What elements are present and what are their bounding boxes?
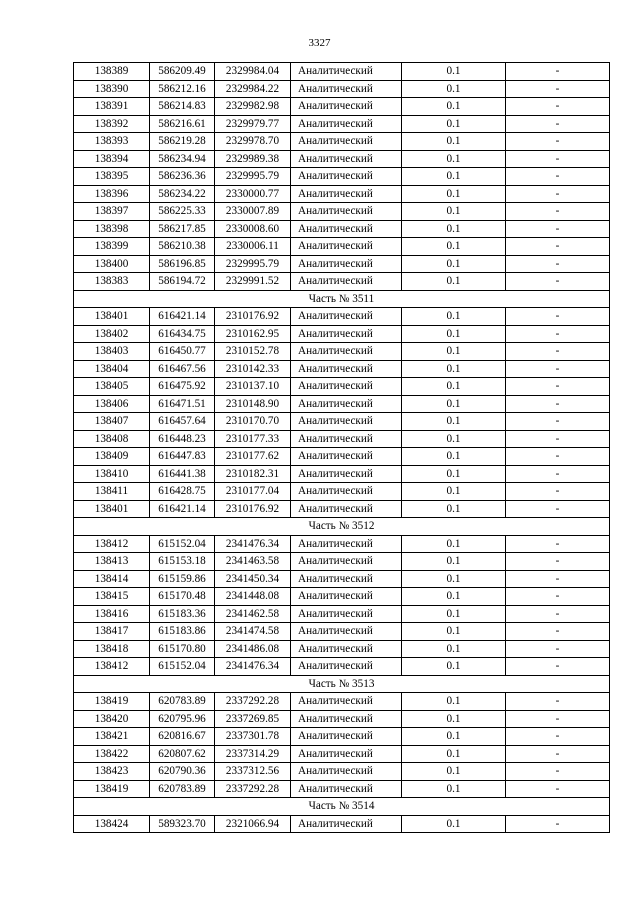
table-row <box>74 640 610 658</box>
x-coordinate-cell: 586234.22 <box>150 185 215 203</box>
section-title: Часть № 3514 <box>74 798 610 816</box>
method-cell: Аналитический <box>291 378 402 396</box>
table-row <box>74 588 610 606</box>
method-cell: Аналитический <box>291 133 402 151</box>
point-number-cell: 138407 <box>74 413 150 431</box>
y-coordinate-cell: 2310152.78 <box>215 343 291 361</box>
x-coordinate-cell: 586236.36 <box>150 168 215 186</box>
point-number-cell: 138416 <box>74 605 150 623</box>
table-row <box>74 728 610 746</box>
accuracy-cell: 0.1 <box>402 273 506 291</box>
y-coordinate-cell: 2329991.52 <box>215 273 291 291</box>
method-cell: Аналитический <box>291 623 402 641</box>
table-row <box>74 658 610 676</box>
table-row <box>74 80 610 98</box>
y-coordinate-cell: 2310162.95 <box>215 325 291 343</box>
point-number-cell: 138404 <box>74 360 150 378</box>
accuracy-cell: 0.1 <box>402 693 506 711</box>
method-cell: Аналитический <box>291 115 402 133</box>
y-coordinate-cell: 2310177.04 <box>215 483 291 501</box>
y-coordinate-cell: 2310177.33 <box>215 430 291 448</box>
accuracy-cell: 0.1 <box>402 80 506 98</box>
section-header-row <box>74 290 610 308</box>
table-row <box>74 553 610 571</box>
y-coordinate-cell: 2330007.89 <box>215 203 291 221</box>
note-cell: - <box>506 763 610 781</box>
point-number-cell: 138391 <box>74 98 150 116</box>
accuracy-cell: 0.1 <box>402 605 506 623</box>
y-coordinate-cell: 2329995.79 <box>215 255 291 273</box>
section-title: Часть № 3513 <box>74 675 610 693</box>
accuracy-cell: 0.1 <box>402 63 506 81</box>
method-cell: Аналитический <box>291 63 402 81</box>
table-row <box>74 693 610 711</box>
y-coordinate-cell: 2310177.62 <box>215 448 291 466</box>
table-row <box>74 115 610 133</box>
accuracy-cell: 0.1 <box>402 238 506 256</box>
x-coordinate-cell: 616434.75 <box>150 325 215 343</box>
x-coordinate-cell: 586196.85 <box>150 255 215 273</box>
point-number-cell: 138394 <box>74 150 150 168</box>
y-coordinate-cell: 2329979.77 <box>215 115 291 133</box>
note-cell: - <box>506 80 610 98</box>
table-row <box>74 63 610 81</box>
point-number-cell: 138392 <box>74 115 150 133</box>
section-title: Часть № 3512 <box>74 518 610 536</box>
point-number-cell: 138409 <box>74 448 150 466</box>
table-row <box>74 308 610 326</box>
table-row <box>74 570 610 588</box>
y-coordinate-cell: 2337292.28 <box>215 780 291 798</box>
x-coordinate-cell: 586194.72 <box>150 273 215 291</box>
accuracy-cell: 0.1 <box>402 378 506 396</box>
accuracy-cell: 0.1 <box>402 448 506 466</box>
point-number-cell: 138412 <box>74 535 150 553</box>
note-cell: - <box>506 360 610 378</box>
point-number-cell: 138410 <box>74 465 150 483</box>
table-row <box>74 605 610 623</box>
table-row <box>74 430 610 448</box>
point-number-cell: 138424 <box>74 815 150 833</box>
x-coordinate-cell: 586212.16 <box>150 80 215 98</box>
point-number-cell: 138420 <box>74 710 150 728</box>
x-coordinate-cell: 616421.14 <box>150 500 215 518</box>
point-number-cell: 138403 <box>74 343 150 361</box>
point-number-cell: 138398 <box>74 220 150 238</box>
note-cell: - <box>506 430 610 448</box>
accuracy-cell: 0.1 <box>402 133 506 151</box>
note-cell: - <box>506 343 610 361</box>
x-coordinate-cell: 620790.36 <box>150 763 215 781</box>
x-coordinate-cell: 616475.92 <box>150 378 215 396</box>
note-cell: - <box>506 220 610 238</box>
point-number-cell: 138397 <box>74 203 150 221</box>
table-row <box>74 378 610 396</box>
x-coordinate-cell: 615170.48 <box>150 588 215 606</box>
y-coordinate-cell: 2337314.29 <box>215 745 291 763</box>
y-coordinate-cell: 2341462.58 <box>215 605 291 623</box>
y-coordinate-cell: 2310170.70 <box>215 413 291 431</box>
section-header-row <box>74 798 610 816</box>
point-number-cell: 138419 <box>74 693 150 711</box>
table-row <box>74 360 610 378</box>
y-coordinate-cell: 2341476.34 <box>215 658 291 676</box>
point-number-cell: 138419 <box>74 780 150 798</box>
table-row <box>74 220 610 238</box>
accuracy-cell: 0.1 <box>402 728 506 746</box>
method-cell: Аналитический <box>291 203 402 221</box>
page-number: 3327 <box>308 37 331 49</box>
table-row <box>74 500 610 518</box>
accuracy-cell: 0.1 <box>402 745 506 763</box>
note-cell: - <box>506 483 610 501</box>
note-cell: - <box>506 465 610 483</box>
point-number-cell: 138395 <box>74 168 150 186</box>
x-coordinate-cell: 586209.49 <box>150 63 215 81</box>
point-number-cell: 138399 <box>74 238 150 256</box>
x-coordinate-cell: 620795.96 <box>150 710 215 728</box>
note-cell: - <box>506 203 610 221</box>
x-coordinate-cell: 586214.83 <box>150 98 215 116</box>
point-number-cell: 138422 <box>74 745 150 763</box>
accuracy-cell: 0.1 <box>402 220 506 238</box>
y-coordinate-cell: 2329984.22 <box>215 80 291 98</box>
note-cell: - <box>506 133 610 151</box>
note-cell: - <box>506 378 610 396</box>
y-coordinate-cell: 2329978.70 <box>215 133 291 151</box>
table-row <box>74 745 610 763</box>
x-coordinate-cell: 586210.38 <box>150 238 215 256</box>
method-cell: Аналитический <box>291 465 402 483</box>
method-cell: Аналитический <box>291 500 402 518</box>
x-coordinate-cell: 615170.80 <box>150 640 215 658</box>
method-cell: Аналитический <box>291 80 402 98</box>
accuracy-cell: 0.1 <box>402 640 506 658</box>
y-coordinate-cell: 2310182.31 <box>215 465 291 483</box>
accuracy-cell: 0.1 <box>402 343 506 361</box>
accuracy-cell: 0.1 <box>402 623 506 641</box>
point-number-cell: 138390 <box>74 80 150 98</box>
table-row <box>74 465 610 483</box>
method-cell: Аналитический <box>291 570 402 588</box>
method-cell: Аналитический <box>291 483 402 501</box>
y-coordinate-cell: 2330000.77 <box>215 185 291 203</box>
accuracy-cell: 0.1 <box>402 168 506 186</box>
section-header-row <box>74 675 610 693</box>
note-cell: - <box>506 780 610 798</box>
point-number-cell: 138417 <box>74 623 150 641</box>
point-number-cell: 138411 <box>74 483 150 501</box>
table-row <box>74 168 610 186</box>
note-cell: - <box>506 448 610 466</box>
y-coordinate-cell: 2310137.10 <box>215 378 291 396</box>
table-row <box>74 325 610 343</box>
x-coordinate-cell: 615159.86 <box>150 570 215 588</box>
method-cell: Аналитический <box>291 588 402 606</box>
x-coordinate-cell: 620783.89 <box>150 780 215 798</box>
accuracy-cell: 0.1 <box>402 483 506 501</box>
x-coordinate-cell: 615152.04 <box>150 535 215 553</box>
x-coordinate-cell: 615183.86 <box>150 623 215 641</box>
point-number-cell: 138412 <box>74 658 150 676</box>
accuracy-cell: 0.1 <box>402 115 506 133</box>
method-cell: Аналитический <box>291 168 402 186</box>
table-row <box>74 413 610 431</box>
method-cell: Аналитический <box>291 150 402 168</box>
method-cell: Аналитический <box>291 360 402 378</box>
accuracy-cell: 0.1 <box>402 570 506 588</box>
y-coordinate-cell: 2341450.34 <box>215 570 291 588</box>
x-coordinate-cell: 616471.51 <box>150 395 215 413</box>
x-coordinate-cell: 615153.18 <box>150 553 215 571</box>
y-coordinate-cell: 2337292.28 <box>215 693 291 711</box>
table-row <box>74 710 610 728</box>
method-cell: Аналитический <box>291 430 402 448</box>
point-number-cell: 138418 <box>74 640 150 658</box>
x-coordinate-cell: 586234.94 <box>150 150 215 168</box>
table-row <box>74 185 610 203</box>
table-row <box>74 203 610 221</box>
y-coordinate-cell: 2341474.58 <box>215 623 291 641</box>
method-cell: Аналитический <box>291 255 402 273</box>
accuracy-cell: 0.1 <box>402 413 506 431</box>
x-coordinate-cell: 589323.70 <box>150 815 215 833</box>
note-cell: - <box>506 238 610 256</box>
method-cell: Аналитический <box>291 98 402 116</box>
x-coordinate-cell: 586217.85 <box>150 220 215 238</box>
y-coordinate-cell: 2329995.79 <box>215 168 291 186</box>
method-cell: Аналитический <box>291 535 402 553</box>
point-number-cell: 138401 <box>74 308 150 326</box>
point-number-cell: 138389 <box>74 63 150 81</box>
table-row <box>74 535 610 553</box>
x-coordinate-cell: 616447.83 <box>150 448 215 466</box>
point-number-cell: 138421 <box>74 728 150 746</box>
y-coordinate-cell: 2337312.56 <box>215 763 291 781</box>
y-coordinate-cell: 2310148.90 <box>215 395 291 413</box>
y-coordinate-cell: 2337301.78 <box>215 728 291 746</box>
note-cell: - <box>506 413 610 431</box>
method-cell: Аналитический <box>291 710 402 728</box>
x-coordinate-cell: 616421.14 <box>150 308 215 326</box>
method-cell: Аналитический <box>291 413 402 431</box>
accuracy-cell: 0.1 <box>402 430 506 448</box>
method-cell: Аналитический <box>291 325 402 343</box>
method-cell: Аналитический <box>291 763 402 781</box>
x-coordinate-cell: 615152.04 <box>150 658 215 676</box>
table-row <box>74 273 610 291</box>
x-coordinate-cell: 616457.64 <box>150 413 215 431</box>
note-cell: - <box>506 658 610 676</box>
note-cell: - <box>506 693 610 711</box>
note-cell: - <box>506 605 610 623</box>
method-cell: Аналитический <box>291 185 402 203</box>
accuracy-cell: 0.1 <box>402 308 506 326</box>
x-coordinate-cell: 616428.75 <box>150 483 215 501</box>
x-coordinate-cell: 586216.61 <box>150 115 215 133</box>
method-cell: Аналитический <box>291 745 402 763</box>
table-row <box>74 780 610 798</box>
point-number-cell: 138408 <box>74 430 150 448</box>
coordinates-table <box>73 62 610 833</box>
y-coordinate-cell: 2337269.85 <box>215 710 291 728</box>
note-cell: - <box>506 168 610 186</box>
x-coordinate-cell: 620816.67 <box>150 728 215 746</box>
note-cell: - <box>506 115 610 133</box>
y-coordinate-cell: 2321066.94 <box>215 815 291 833</box>
accuracy-cell: 0.1 <box>402 395 506 413</box>
note-cell: - <box>506 710 610 728</box>
table-row <box>74 448 610 466</box>
method-cell: Аналитический <box>291 553 402 571</box>
y-coordinate-cell: 2310176.92 <box>215 500 291 518</box>
x-coordinate-cell: 616450.77 <box>150 343 215 361</box>
note-cell: - <box>506 500 610 518</box>
y-coordinate-cell: 2341463.58 <box>215 553 291 571</box>
note-cell: - <box>506 535 610 553</box>
method-cell: Аналитический <box>291 220 402 238</box>
note-cell: - <box>506 640 610 658</box>
table-row <box>74 255 610 273</box>
accuracy-cell: 0.1 <box>402 815 506 833</box>
note-cell: - <box>506 185 610 203</box>
section-title: Часть № 3511 <box>74 290 610 308</box>
table-row <box>74 98 610 116</box>
table-row <box>74 238 610 256</box>
accuracy-cell: 0.1 <box>402 360 506 378</box>
point-number-cell: 138393 <box>74 133 150 151</box>
note-cell: - <box>506 395 610 413</box>
method-cell: Аналитический <box>291 728 402 746</box>
accuracy-cell: 0.1 <box>402 185 506 203</box>
y-coordinate-cell: 2329989.38 <box>215 150 291 168</box>
accuracy-cell: 0.1 <box>402 710 506 728</box>
method-cell: Аналитический <box>291 658 402 676</box>
method-cell: Аналитический <box>291 273 402 291</box>
y-coordinate-cell: 2341486.08 <box>215 640 291 658</box>
method-cell: Аналитический <box>291 780 402 798</box>
note-cell: - <box>506 98 610 116</box>
table-row <box>74 483 610 501</box>
point-number-cell: 138414 <box>74 570 150 588</box>
x-coordinate-cell: 616467.56 <box>150 360 215 378</box>
x-coordinate-cell: 616441.38 <box>150 465 215 483</box>
note-cell: - <box>506 150 610 168</box>
y-coordinate-cell: 2310142.33 <box>215 360 291 378</box>
method-cell: Аналитический <box>291 238 402 256</box>
note-cell: - <box>506 623 610 641</box>
table-row <box>74 395 610 413</box>
y-coordinate-cell: 2341448.08 <box>215 588 291 606</box>
point-number-cell: 138405 <box>74 378 150 396</box>
point-number-cell: 138383 <box>74 273 150 291</box>
accuracy-cell: 0.1 <box>402 325 506 343</box>
accuracy-cell: 0.1 <box>402 500 506 518</box>
table-row <box>74 150 610 168</box>
note-cell: - <box>506 255 610 273</box>
note-cell: - <box>506 63 610 81</box>
method-cell: Аналитический <box>291 308 402 326</box>
accuracy-cell: 0.1 <box>402 658 506 676</box>
accuracy-cell: 0.1 <box>402 465 506 483</box>
table-row <box>74 623 610 641</box>
y-coordinate-cell: 2329982.98 <box>215 98 291 116</box>
note-cell: - <box>506 273 610 291</box>
x-coordinate-cell: 586219.28 <box>150 133 215 151</box>
accuracy-cell: 0.1 <box>402 763 506 781</box>
accuracy-cell: 0.1 <box>402 553 506 571</box>
note-cell: - <box>506 588 610 606</box>
y-coordinate-cell: 2329984.04 <box>215 63 291 81</box>
y-coordinate-cell: 2310176.92 <box>215 308 291 326</box>
note-cell: - <box>506 570 610 588</box>
x-coordinate-cell: 615183.36 <box>150 605 215 623</box>
method-cell: Аналитический <box>291 343 402 361</box>
y-coordinate-cell: 2341476.34 <box>215 535 291 553</box>
method-cell: Аналитический <box>291 815 402 833</box>
method-cell: Аналитический <box>291 640 402 658</box>
point-number-cell: 138401 <box>74 500 150 518</box>
accuracy-cell: 0.1 <box>402 255 506 273</box>
y-coordinate-cell: 2330006.11 <box>215 238 291 256</box>
method-cell: Аналитический <box>291 448 402 466</box>
y-coordinate-cell: 2330008.60 <box>215 220 291 238</box>
accuracy-cell: 0.1 <box>402 203 506 221</box>
table-row <box>74 815 610 833</box>
note-cell: - <box>506 553 610 571</box>
point-number-cell: 138396 <box>74 185 150 203</box>
accuracy-cell: 0.1 <box>402 780 506 798</box>
table-row <box>74 133 610 151</box>
accuracy-cell: 0.1 <box>402 98 506 116</box>
coordinates-table-body <box>74 63 610 833</box>
point-number-cell: 138402 <box>74 325 150 343</box>
note-cell: - <box>506 728 610 746</box>
table-row <box>74 343 610 361</box>
accuracy-cell: 0.1 <box>402 588 506 606</box>
x-coordinate-cell: 616448.23 <box>150 430 215 448</box>
section-header-row <box>74 518 610 536</box>
note-cell: - <box>506 815 610 833</box>
point-number-cell: 138423 <box>74 763 150 781</box>
method-cell: Аналитический <box>291 395 402 413</box>
accuracy-cell: 0.1 <box>402 150 506 168</box>
point-number-cell: 138406 <box>74 395 150 413</box>
point-number-cell: 138400 <box>74 255 150 273</box>
table-row <box>74 763 610 781</box>
x-coordinate-cell: 620807.62 <box>150 745 215 763</box>
note-cell: - <box>506 325 610 343</box>
note-cell: - <box>506 745 610 763</box>
note-cell: - <box>506 308 610 326</box>
point-number-cell: 138413 <box>74 553 150 571</box>
accuracy-cell: 0.1 <box>402 535 506 553</box>
point-number-cell: 138415 <box>74 588 150 606</box>
x-coordinate-cell: 586225.33 <box>150 203 215 221</box>
x-coordinate-cell: 620783.89 <box>150 693 215 711</box>
method-cell: Аналитический <box>291 693 402 711</box>
method-cell: Аналитический <box>291 605 402 623</box>
